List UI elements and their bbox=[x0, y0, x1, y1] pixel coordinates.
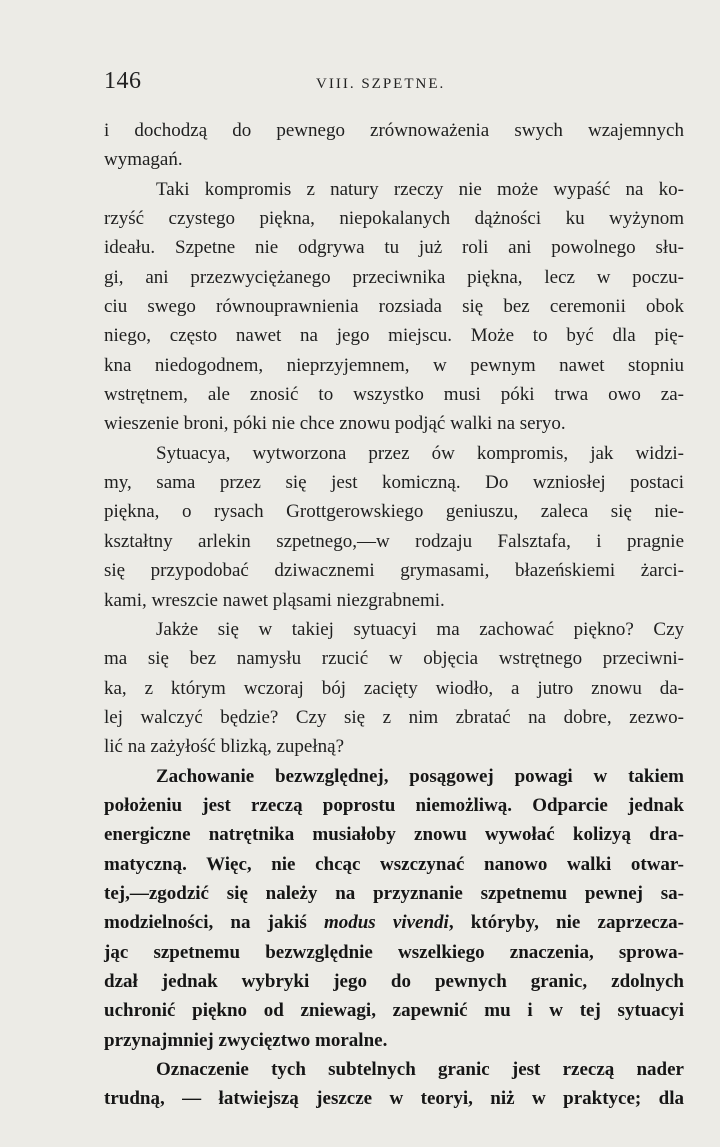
text-line: dzał jednak wybryki jego do pewnych granic, zdolnych bbox=[104, 970, 684, 992]
text-line: kna niedogodnem, nieprzyjemnem, w pewnym nawet stopniu bbox=[104, 354, 684, 376]
text-line: się przypodobać dziwacznemi grymasami, błazeńskiemi żarci- bbox=[104, 560, 684, 582]
text-line: tej,—zgodzić się należy na przyznanie szpetnemu pewnej sa- bbox=[104, 882, 684, 904]
text-line: wymagań. bbox=[104, 149, 183, 171]
running-head: VIII. SZPETNE. bbox=[316, 76, 446, 92]
text-line: rzyść czystego piękna, niepokalanych dążności ku wyżynom bbox=[104, 208, 684, 230]
text-line: wstrętnem, ale znosić to wszystko musi póki trwa owo za- bbox=[104, 384, 684, 406]
text-line: lej walczyć będzie? Czy się z nim zbratać na dobre, zezwo- bbox=[104, 706, 684, 728]
text-line: ideału. Szpetne nie odgrywa tu już roli ani powolnego słu- bbox=[104, 237, 684, 259]
text-line: Taki kompromis z natury rzeczy nie może wypaść na ko- bbox=[156, 178, 684, 200]
text-line: piękna, o rysach Grottgerowskiego geniuszu, zaleca się nie- bbox=[104, 501, 684, 523]
text-line: Oznaczenie tych subtelnych granic jest rzeczą nader bbox=[156, 1059, 684, 1080]
text-line: ma się bez namysłu rzucić w objęcia wstrętnego przeciwni- bbox=[104, 648, 684, 670]
text-line: matyczną. Więc, nie chcąc wszczynać nanowo walki otwar- bbox=[104, 853, 684, 875]
text-line: ciu swego równouprawnienia rozsiada się bez ceremonii obok bbox=[104, 296, 684, 318]
text-line: przynajmniej zwycięztwo moralne. bbox=[104, 1029, 388, 1051]
text-line: trudną, — łatwiejszą jeszcze w teoryi, niż w praktyce; dla bbox=[104, 1088, 684, 1110]
text-line: i dochodzą do pewnego zrównoważenia swych wzajemnych bbox=[104, 120, 684, 141]
body-text bbox=[104, 116, 684, 1114]
page-header bbox=[104, 68, 684, 98]
text-line: jąc szpetnemu bezwzględnie wszelkiego znaczenia, sprowa- bbox=[104, 941, 684, 963]
text-line: Jakże się w takiej sytuacyi ma zachować piękno? Czy bbox=[156, 618, 684, 640]
text-line: lić na zażyłość blizką, zupełną? bbox=[104, 736, 345, 758]
text-line: kami, wreszcie nawet pląsami niezgrabnemi. bbox=[104, 589, 445, 611]
text-line: uchronić piękno od zniewagi, zapewnić mu i w tej sytuacyi bbox=[104, 1000, 684, 1022]
text-line: gi, ani przezwyciężanego przeciwnika piękna, lecz w poczu- bbox=[104, 266, 684, 288]
text-line: wieszenie broni, póki nie chce znowu podjąć walki na seryo. bbox=[104, 413, 566, 435]
text-line: położeniu jest rzeczą poprostu niemożliwą. Odparcie jednak bbox=[104, 794, 684, 816]
text-line: Zachowanie bezwzględnej, posągowej powagi w takiem bbox=[156, 765, 684, 787]
page-number: 146 bbox=[104, 68, 142, 94]
text-line: kształtny arlekin szpetnego,—w rodzaju Falsztafa, i pragnie bbox=[104, 530, 684, 552]
text-line: Sytuacya, wytworzona przez ów kompromis, jak widzi- bbox=[156, 442, 684, 464]
text-line: energiczne natrętnika musiałoby znowu wywołać kolizyą dra- bbox=[104, 824, 684, 846]
latin-phrase: modus vivendi bbox=[323, 912, 449, 934]
text-line: my, sama przez się jest komiczną. Do wzniosłej postaci bbox=[104, 472, 684, 494]
text-line: modzielności, na jakiś modus vivendi, któryby, nie zaprzecza- bbox=[104, 912, 684, 934]
text-line: niego, często nawet na jego miejscu. Może to być dla pię- bbox=[104, 325, 684, 347]
text-line: ka, z którym wczoraj bój zacięty wiodło, a jutro znowu da- bbox=[104, 677, 684, 699]
